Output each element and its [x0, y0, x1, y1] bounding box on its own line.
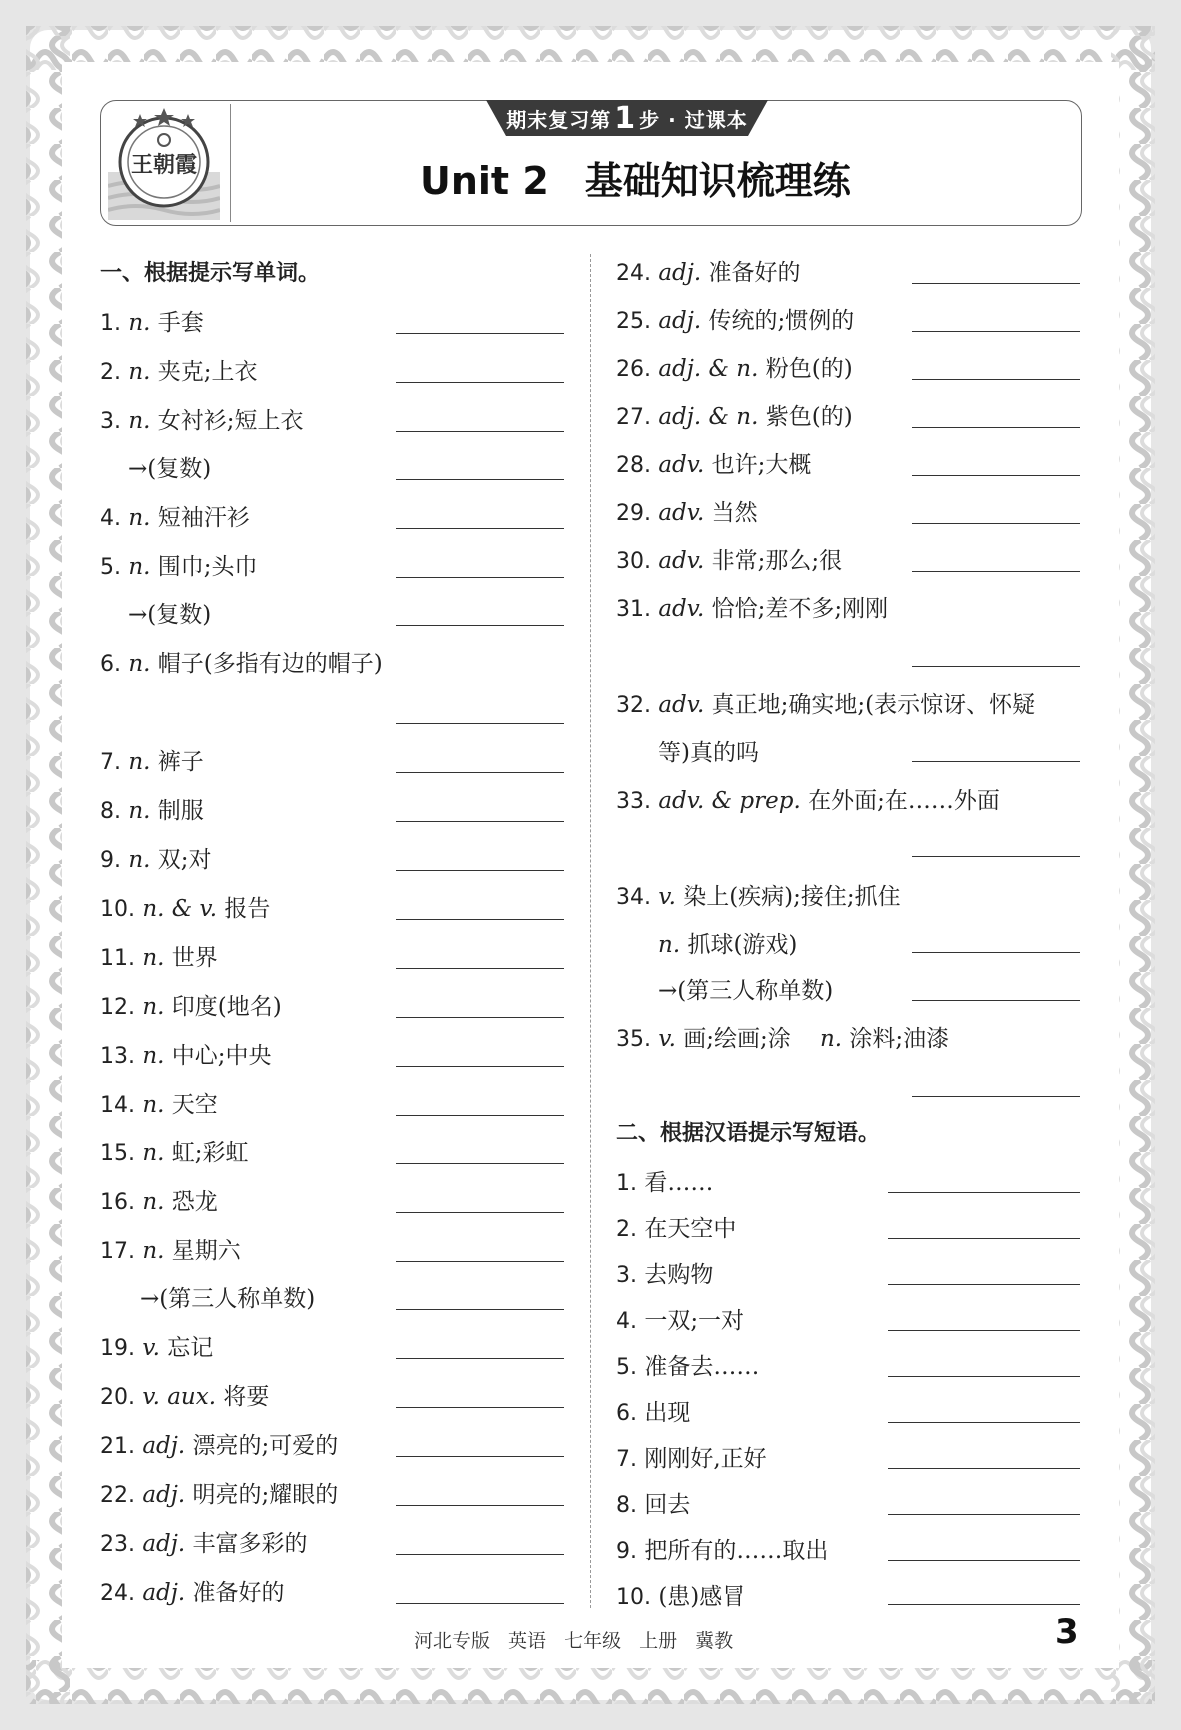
list-item: 22. adj. 明亮的;耀眼的 — [100, 1482, 339, 1508]
answer-line[interactable] — [396, 1261, 564, 1262]
list-item: 1. n. 手套 — [100, 310, 204, 336]
answer-line[interactable] — [396, 968, 564, 969]
list-item: 6. n. 帽子(多指有边的帽子) — [100, 651, 383, 677]
answer-line[interactable] — [396, 625, 564, 626]
answer-line[interactable] — [912, 331, 1080, 332]
section2-title: 二、根据汉语提示写短语。 — [616, 1121, 881, 1146]
answer-line[interactable] — [912, 856, 1080, 857]
answer-line[interactable] — [396, 1066, 564, 1067]
list-item: 5. n. 围巾;头巾 — [100, 554, 258, 580]
answer-line[interactable] — [912, 1096, 1080, 1097]
list-item: 15. n. 虹;彩虹 — [100, 1140, 249, 1166]
list-item: 2. 在天空中 — [616, 1216, 737, 1242]
answer-line[interactable] — [912, 952, 1080, 953]
answer-line[interactable] — [396, 919, 564, 920]
list-item: 4. n. 短袖汗衫 — [100, 505, 250, 531]
answer-line[interactable] — [888, 1514, 1080, 1515]
answer-line[interactable] — [888, 1192, 1080, 1193]
header-divider — [230, 104, 231, 222]
list-item: 8. 回去 — [616, 1492, 691, 1518]
list-item: 24. adj. 准备好的 — [100, 1580, 285, 1606]
answer-line[interactable] — [888, 1238, 1080, 1239]
list-item: 10. (患)感冒 — [616, 1584, 746, 1610]
step-number: 1 — [614, 100, 637, 136]
list-item: 2. n. 夹克;上衣 — [100, 359, 258, 385]
list-item: 35. v. 画;绘画;涂 n. 涂料;油漆 — [616, 1026, 950, 1052]
answer-line[interactable] — [396, 528, 564, 529]
list-item: →(复数) — [128, 456, 212, 482]
list-item: 11. n. 世界 — [100, 945, 218, 971]
list-item: 7. 刚刚好,正好 — [616, 1446, 767, 1472]
list-item: 27. adj. & n. 紫色(的) — [616, 404, 853, 430]
answer-line[interactable] — [396, 1017, 564, 1018]
answer-line[interactable] — [888, 1330, 1080, 1331]
list-item: 7. n. 裤子 — [100, 749, 204, 775]
answer-line[interactable] — [396, 772, 564, 773]
answer-line[interactable] — [912, 475, 1080, 476]
list-item: 32. adv. 真正地;确实地;(表示惊讶、怀疑 — [616, 692, 1036, 718]
page-number: 3 — [1055, 1612, 1079, 1652]
list-item: 10. n. & v. 报告 — [100, 896, 271, 922]
list-item: 8. n. 制服 — [100, 798, 204, 824]
answer-line[interactable] — [912, 1000, 1080, 1001]
answer-line[interactable] — [396, 1212, 564, 1213]
list-item: 31. adv. 恰恰;差不多;刚刚 — [616, 596, 889, 622]
step-prefix: 期末复习第 — [506, 107, 612, 132]
answer-line[interactable] — [396, 821, 564, 822]
answer-line[interactable] — [396, 1603, 564, 1604]
answer-line[interactable] — [396, 1358, 564, 1359]
answer-line[interactable] — [396, 1456, 564, 1457]
list-item: 21. adj. 漂亮的;可爱的 — [100, 1433, 339, 1459]
answer-line[interactable] — [912, 523, 1080, 524]
answer-line[interactable] — [888, 1468, 1080, 1469]
column-divider — [590, 254, 591, 1608]
section1-title: 一、根据提示写单词。 — [100, 261, 321, 286]
list-item: 20. v. aux. 将要 — [100, 1384, 270, 1410]
answer-line[interactable] — [912, 379, 1080, 380]
list-item: 6. 出现 — [616, 1400, 691, 1426]
list-item: 19. v. 忘记 — [100, 1335, 214, 1361]
answer-line[interactable] — [888, 1376, 1080, 1377]
answer-line[interactable] — [888, 1560, 1080, 1561]
list-item: 3. 去购物 — [616, 1262, 714, 1288]
list-item: 24. adj. 准备好的 — [616, 260, 801, 286]
answer-line[interactable] — [396, 1407, 564, 1408]
step-tab — [486, 100, 768, 136]
list-item: 16. n. 恐龙 — [100, 1189, 218, 1215]
answer-line[interactable] — [396, 1115, 564, 1116]
list-item: 9. 把所有的……取出 — [616, 1538, 829, 1564]
list-item: 4. 一双;一对 — [616, 1308, 745, 1334]
answer-line[interactable] — [888, 1284, 1080, 1285]
title-text: 基础知识梳理练 — [584, 159, 851, 203]
answer-line[interactable] — [888, 1604, 1080, 1605]
list-item: 17. n. 星期六 — [100, 1238, 241, 1264]
answer-line[interactable] — [396, 1163, 564, 1164]
answer-line[interactable] — [912, 427, 1080, 428]
answer-line[interactable] — [912, 666, 1080, 667]
answer-line[interactable] — [396, 870, 564, 871]
page-title — [420, 150, 851, 205]
list-item: 25. adj. 传统的;惯例的 — [616, 308, 855, 334]
list-item: 23. adj. 丰富多彩的 — [100, 1531, 308, 1557]
answer-line[interactable] — [396, 431, 564, 432]
list-item: 14. n. 天空 — [100, 1092, 218, 1118]
list-item: 1. 看…… — [616, 1170, 714, 1196]
list-item: 5. 准备去…… — [616, 1354, 760, 1380]
list-item: →(第三人称单数) — [658, 978, 834, 1004]
answer-line[interactable] — [396, 577, 564, 578]
answer-line[interactable] — [396, 1309, 564, 1310]
list-item: 34. v. 染上(疾病);接住;抓住 — [616, 884, 901, 910]
unit-label: Unit 2 — [420, 159, 549, 203]
answer-line[interactable] — [396, 479, 564, 480]
list-item: 30. adv. 非常;那么;很 — [616, 548, 843, 574]
answer-line[interactable] — [396, 1505, 564, 1506]
list-item: 12. n. 印度(地名) — [100, 994, 282, 1020]
list-item: 13. n. 中心;中央 — [100, 1043, 272, 1069]
answer-line[interactable] — [912, 761, 1080, 762]
list-item: 3. n. 女衬衫;短上衣 — [100, 408, 304, 434]
list-item: 等)真的吗 — [658, 740, 759, 766]
answer-line[interactable] — [912, 283, 1080, 284]
list-item: 29. adv. 当然 — [616, 500, 758, 526]
answer-line[interactable] — [396, 723, 564, 724]
list-item: 26. adj. & n. 粉色(的) — [616, 356, 853, 382]
list-item: 9. n. 双;对 — [100, 847, 212, 873]
answer-line[interactable] — [912, 571, 1080, 572]
step-suffix: 步 · 过课本 — [639, 107, 748, 132]
logo-text: 王朝霞 — [130, 152, 197, 178]
answer-line[interactable] — [888, 1422, 1080, 1423]
footer-text: 河北专版 英语 七年级 上册 冀教 — [414, 1630, 734, 1652]
list-item: →(复数) — [128, 602, 212, 628]
list-item: 28. adv. 也许;大概 — [616, 452, 812, 478]
list-item: →(第三人称单数) — [140, 1286, 316, 1312]
list-item: 33. adv. & prep. 在外面;在……外面 — [616, 788, 1000, 814]
list-item: n. 抓球(游戏) — [658, 932, 798, 958]
answer-line[interactable] — [396, 333, 564, 334]
answer-line[interactable] — [396, 1554, 564, 1555]
answer-line[interactable] — [396, 382, 564, 383]
